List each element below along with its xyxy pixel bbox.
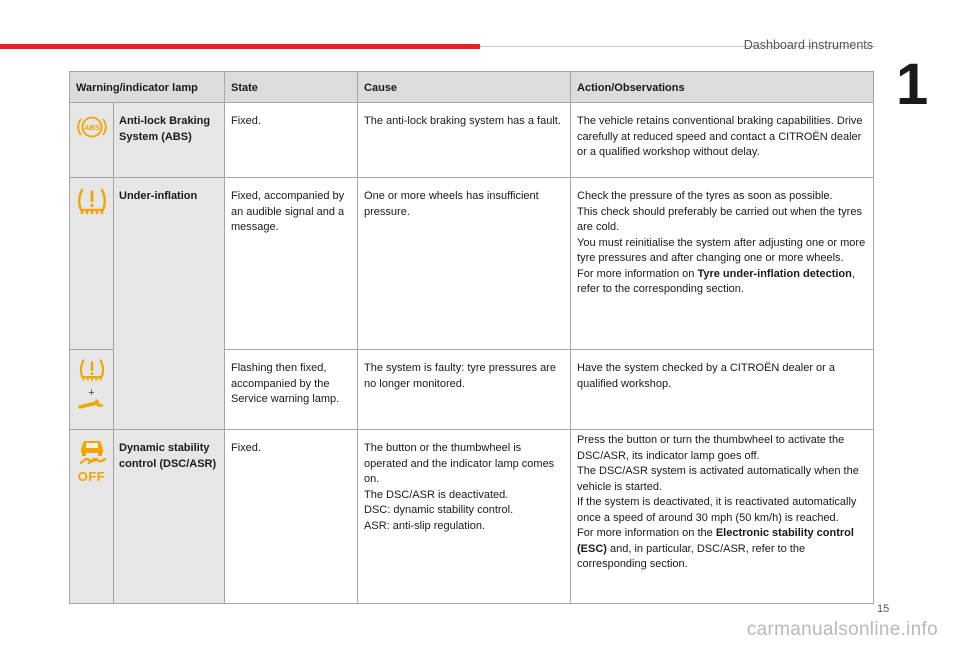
tyre-pressure-service-icon <box>72 358 112 417</box>
column-header-action: Action/Observations <box>571 72 874 103</box>
action-cell: The vehicle retains conventional braking capabilities. Drive carefully at reduced speed and contact a CITROËN dealer or a qualified workshop without delay. <box>571 103 874 178</box>
header-accent-bar <box>0 44 480 49</box>
watermark: carmanualsonline.info <box>746 619 938 640</box>
svg-text:ABS: ABS <box>83 123 100 132</box>
tyre-pressure-icon <box>77 358 107 384</box>
table-row <box>70 103 874 178</box>
lamp-name: Dynamic stability control (DSC/ASR) <box>114 430 225 604</box>
wrench-icon <box>77 396 107 412</box>
action-line <box>577 526 867 573</box>
table-row <box>70 430 874 604</box>
abs-warning-icon <box>72 111 112 149</box>
section-reference: Tyre under-inflation detection <box>697 267 852 280</box>
icon-cell <box>70 430 114 604</box>
warning-lamp-table <box>69 71 874 604</box>
cause-cell: The anti-lock braking system has a fault. <box>358 103 571 178</box>
text-span: For more information on the <box>577 527 716 539</box>
action-cell: Have the system checked by a CITROËN dealer or a qualified workshop. <box>571 350 874 430</box>
cause-line: DSC: dynamic stability control. <box>364 504 514 516</box>
plus-sign: + <box>88 386 95 399</box>
action-line: Press the button or turn the thumbwheel to activate the DSC/ASR, its indicator lamp goes off. <box>577 434 845 462</box>
text-span: and, in particular, DSC/ASR, refer to the corresponding section. <box>577 542 806 570</box>
chapter-number: 1 <box>896 52 929 117</box>
action-cell <box>571 430 874 604</box>
state-cell: Flashing then fixed, accompanied by the Service warning lamp. <box>225 350 358 430</box>
skidding-car-icon <box>77 438 107 464</box>
action-line: This check should preferably be carried out when the tyres are cold. <box>577 205 862 233</box>
state-cell: Fixed. <box>225 103 358 178</box>
off-label: OFF <box>77 468 106 484</box>
page-number: 15 <box>877 603 890 615</box>
state-cell: Fixed. <box>225 430 358 604</box>
icon-cell <box>70 103 114 178</box>
tyre-pressure-icon <box>72 186 112 224</box>
column-header-state: State <box>225 72 358 103</box>
cause-line: ASR: anti-slip regulation. <box>364 519 486 532</box>
cause-cell <box>358 430 571 604</box>
action-line: The DSC/ASR system is activated automatically when the vehicle is started. <box>577 465 859 493</box>
icon-cell <box>70 178 114 350</box>
cause-cell: One or more wheels has insufficient pressure. <box>358 178 571 350</box>
action-cell <box>571 178 874 350</box>
action-line: If the system is deactivated, it is reactivated automatically once a speed of around 30 mph (50 km/h) is reached. <box>577 496 857 524</box>
lamp-name: Anti-lock Braking System (ABS) <box>114 103 225 178</box>
cause-line: The button or the thumbwheel is operated and the indicator lamp comes on. <box>364 442 555 485</box>
lamp-name: Under-inflation <box>114 178 225 430</box>
state-cell: Fixed, accompanied by an audible signal and a message. <box>225 178 358 350</box>
dsc-off-icon <box>72 438 112 484</box>
column-header-lamp: Warning/indicator lamp <box>70 72 225 103</box>
action-line <box>577 267 867 298</box>
section-reference: Electronic stability control (ESC) <box>577 527 854 555</box>
action-line: You must reinitialise the system after adjusting one or more tyre pressures and after changing one or more wheels. <box>577 236 866 264</box>
table-row <box>70 178 874 350</box>
action-line: Check the pressure of the tyres as soon as possible. <box>577 190 833 202</box>
cause-cell: The system is faulty: tyre pressures are no longer monitored. <box>358 350 571 430</box>
icon-cell <box>70 350 114 430</box>
text-span: , refer to the corresponding section. <box>577 267 855 295</box>
cause-line: The DSC/ASR is deactivated. <box>364 488 509 501</box>
text-span: For more information on <box>577 267 698 280</box>
column-header-cause: Cause <box>358 72 571 103</box>
section-title: Dashboard instruments <box>743 38 873 52</box>
table-header-row <box>70 72 874 103</box>
